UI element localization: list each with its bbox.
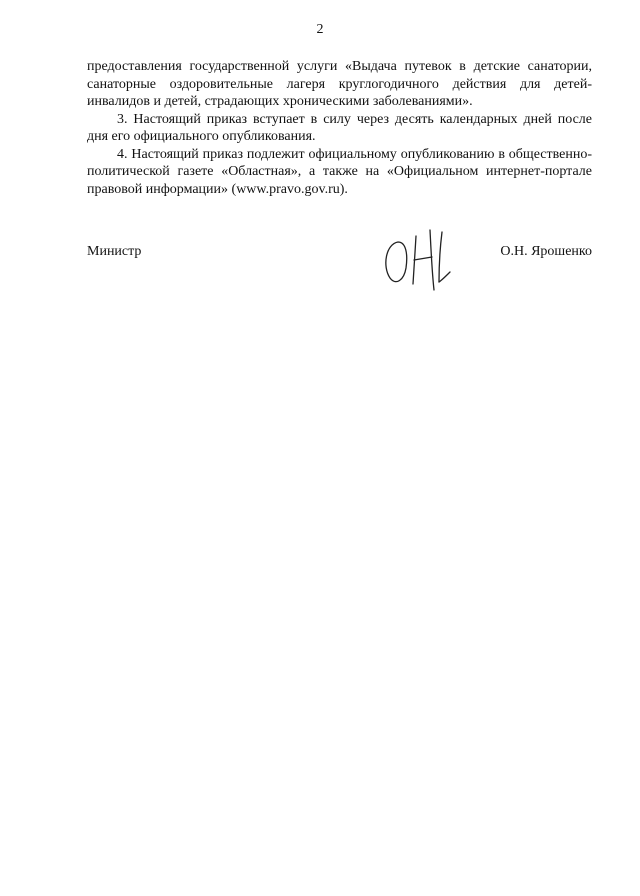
document-body — [87, 58, 592, 198]
paragraph-item-3: 3. Настоящий приказ вступает в силу через десять календарных дней после дня его официального опубликования. — [87, 111, 592, 144]
signatory-role: Министр — [87, 244, 142, 259]
signature-block — [87, 244, 592, 268]
paragraph-item-4: 4. Настоящий приказ подлежит официальному опубликованию в общественно-политической газете «Областная», а также на «Официальном интернет-портале правовой информации» (www.pravo.gov.ru). — [87, 146, 592, 197]
paragraph-continuation: предоставления государственной услуги «Выдача путевок в детские санатории, санаторные оздоровительные лагеря круглогодичного действия для детей-инвалидов и детей, страдающих хроническими заболеваниями». — [87, 59, 592, 109]
signatory-name: О.Н. Ярошенко — [500, 244, 592, 259]
handwritten-signature-icon — [376, 226, 466, 292]
page-number: 2 — [316, 22, 324, 37]
